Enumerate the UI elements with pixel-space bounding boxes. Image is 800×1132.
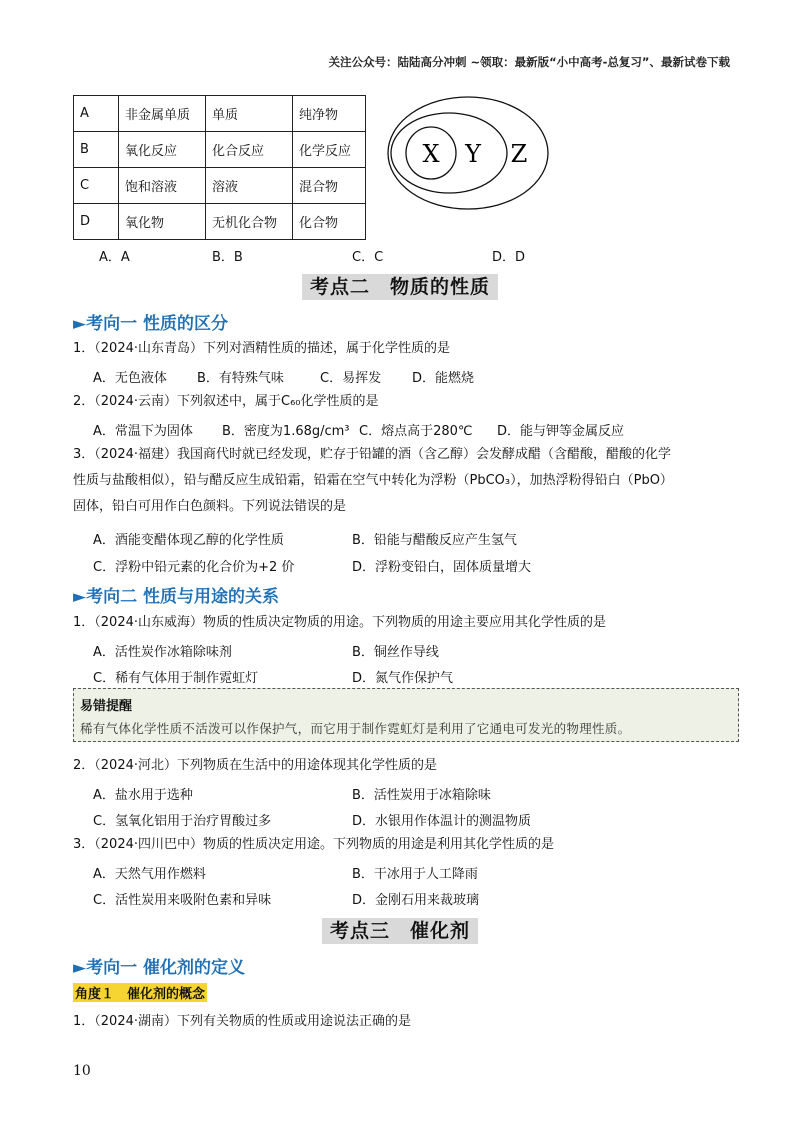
option: D．金刚石用来裁玻璃 [352,893,480,908]
choice-d: D．D [492,250,526,265]
topic-heading-2: ►考向二 性质与用途的关系 [73,587,279,607]
table-cell: 氧化反应 [119,132,206,168]
error-tip-box [73,688,739,742]
table-cell: 化合物 [293,204,366,240]
table-cell: B [74,132,119,168]
option: D．水银用作体温计的测温物质 [352,814,532,829]
topic-heading-1: ►考向一 性质的区分 [73,314,228,334]
option: C．熔点高于280℃ [359,424,473,439]
question-stem: 1．（2024·山东威海）物质的性质决定物质的用途。下列物质的用途主要应用其化学性质的是 [73,615,606,630]
option: C．浮粉中铅元素的化合价为+2 价 [93,560,295,575]
question-stem: 性质与盐酸相似），铅与醋反应生成铅霜，铅霜在空气中转化为浮粉（PbCO₃），加热浮粉得铅白（PbO） [73,473,673,488]
page-header: 关注公众号：陆陆高分冲刺 ~领取：最新版“小中高考-总复习”、最新试卷下载 [328,55,730,69]
question-stem: 2．（2024·云南）下列叙述中，属于C₆₀化学性质的是 [73,394,379,409]
table-row [74,204,366,240]
table-cell: 纯净物 [293,96,366,132]
question-stem: 固体，铅白可用作白色颜料。下列说法错误的是 [73,499,347,514]
choice-b: B．B [212,250,243,265]
question-stem: 3．（2024·四川巴中）物质的性质决定用途。下列物质的用途是利用其化学性质的是 [73,837,554,852]
table-cell: D [74,204,119,240]
choice-c: C．C [352,250,384,265]
option: A．天然气用作燃料 [93,867,206,882]
table-cell: 单质 [206,96,293,132]
tip-text: 稀有气体化学性质不活泼可以作保护气，而它用于制作霓虹灯是利用了它通电可发光的物理性质。 [80,721,631,736]
option: C．稀有气体用于制作霓虹灯 [93,671,259,686]
table-cell: 氧化物 [119,204,206,240]
option: B．铅能与醋酸反应产生氢气 [352,533,517,548]
options-table [73,95,366,240]
venn-label-y: Y [465,140,481,168]
venn-label-x: X [422,140,440,168]
table-cell: 饱和溶液 [119,168,206,204]
choice-a: A．A [99,250,130,265]
option: B．有特殊气味 [197,371,284,386]
table-cell: 溶液 [206,168,293,204]
question-stem: 1．（2024·湖南）下列有关物质的性质或用途说法正确的是 [73,1014,411,1029]
option: A．常温下为固体 [93,424,193,439]
option: A．酒能变醋体现乙醇的化学性质 [93,533,284,548]
table-cell: 化合反应 [206,132,293,168]
option: D．氮气作保护气 [352,671,454,686]
table-cell: 非金属单质 [119,96,206,132]
option: B．铜丝作导线 [352,645,439,660]
table-cell: C [74,168,119,204]
table-cell: 化学反应 [293,132,366,168]
option: B．密度为1.68g/cm³ [222,424,350,439]
option: D．能与钾等金属反应 [497,424,625,439]
venn-diagram [383,93,553,213]
option: C．活性炭用来吸附色素和异味 [93,893,272,908]
table-row [74,132,366,168]
section-title-3: 考点三 催化剂 [0,916,800,943]
option: B．活性炭用于冰箱除味 [352,788,491,803]
option: A．盐水用于选种 [93,788,193,803]
tip-title: 易错提醒 [80,699,133,714]
table-row [74,168,366,204]
option: D．能燃烧 [412,371,475,386]
option: C．易挥发 [320,371,382,386]
venn-label-z: Z [510,140,528,168]
option: A．无色液体 [93,371,167,386]
page-number: 10 [73,1063,91,1079]
angle-label: 角度１ 催化剂的概念 [73,983,207,1002]
option: A．活性炭作冰箱除味剂 [93,645,232,660]
question-stem: 3．（2024·福建）我国商代时就已经发现，贮存于铅罐的酒（含乙醇）会发酵成醋（含醋酸，醋酸的化学 [73,447,671,462]
table-row [74,96,366,132]
table-cell: 无机化合物 [206,204,293,240]
option: D．浮粉变铅白，固体质量增大 [352,560,532,575]
section-title-2: 考点二 物质的性质 [0,272,800,299]
option: C．氢氧化铝用于治疗胃酸过多 [93,814,272,829]
table-cell: A [74,96,119,132]
topic-heading-3: ►考向一 催化剂的定义 [73,958,245,978]
question-stem: 2．（2024·河北）下列物质在生活中的用途体现其化学性质的是 [73,758,437,773]
table-cell: 混合物 [293,168,366,204]
option: B．干冰用于人工降雨 [352,867,478,882]
question-stem: 1．（2024·山东青岛）下列对酒精性质的描述，属于化学性质的是 [73,341,450,356]
